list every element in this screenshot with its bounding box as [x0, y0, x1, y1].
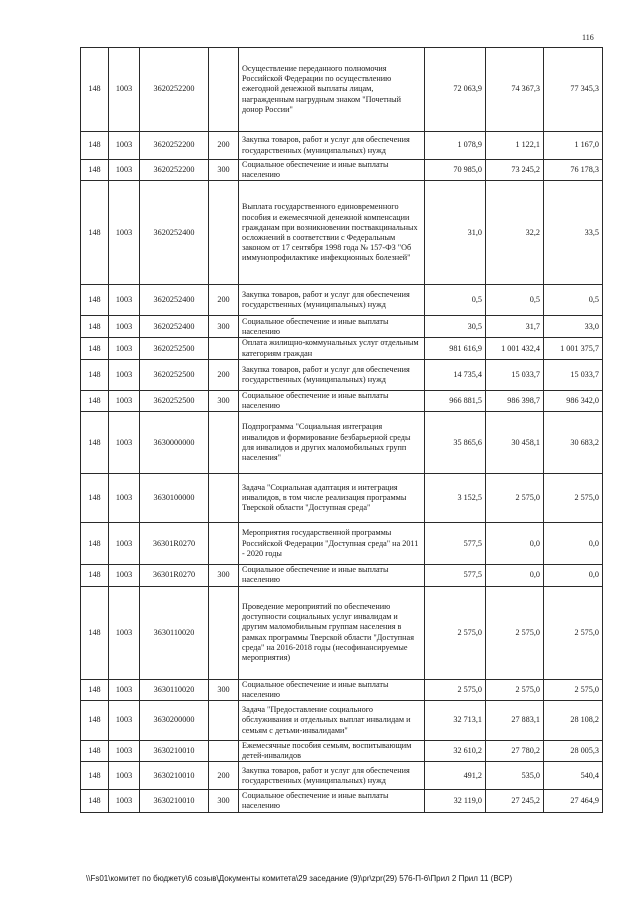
- amount-year1-cell: 577,5: [425, 565, 486, 586]
- section-code-cell: 1003: [109, 338, 140, 359]
- description-cell: Социальное обеспечение и иные выплаты населению: [239, 679, 425, 700]
- amount-year1-cell: 1 078,9: [425, 132, 486, 160]
- ved-code-cell: 148: [81, 48, 109, 132]
- section-code-cell: 1003: [109, 285, 140, 316]
- expense-type-cell: 300: [209, 390, 239, 411]
- ved-code-cell: 148: [81, 741, 109, 762]
- target-article-cell: 36301R0270: [140, 523, 209, 565]
- expense-type-cell: 200: [209, 359, 239, 390]
- amount-year3-cell: 2 575,0: [544, 474, 603, 523]
- expense-type-cell: 200: [209, 132, 239, 160]
- amount-year3-cell: 0,0: [544, 523, 603, 565]
- ved-code-cell: 148: [81, 586, 109, 679]
- target-article-cell: 3630210010: [140, 741, 209, 762]
- table-row: [81, 132, 603, 160]
- amount-year3-cell: 0,5: [544, 285, 603, 316]
- target-article-cell: 3620252400: [140, 181, 209, 285]
- expense-type-cell: [209, 338, 239, 359]
- amount-year1-cell: 72 063,9: [425, 48, 486, 132]
- section-code-cell: 1003: [109, 741, 140, 762]
- amount-year2-cell: 0,0: [486, 565, 544, 586]
- expense-type-cell: [209, 701, 239, 741]
- amount-year3-cell: 30 683,2: [544, 412, 603, 474]
- amount-year3-cell: 2 575,0: [544, 679, 603, 700]
- amount-year1-cell: 981 616,9: [425, 338, 486, 359]
- amount-year2-cell: 73 245,2: [486, 160, 544, 181]
- amount-year1-cell: 577,5: [425, 523, 486, 565]
- section-code-cell: 1003: [109, 523, 140, 565]
- amount-year3-cell: 33,0: [544, 316, 603, 338]
- amount-year1-cell: 491,2: [425, 762, 486, 790]
- table-row: [81, 160, 603, 181]
- amount-year1-cell: 0,5: [425, 285, 486, 316]
- amount-year1-cell: 2 575,0: [425, 679, 486, 700]
- table-row: [81, 316, 603, 338]
- ved-code-cell: 148: [81, 679, 109, 700]
- description-cell: Оплата жилищно-коммунальных услуг отдельным категориям граждан: [239, 338, 425, 359]
- expense-type-cell: 300: [209, 565, 239, 586]
- description-cell: Социальное обеспечение и иные выплаты населению: [239, 390, 425, 411]
- description-cell: Задача "Предоставление социального обслуживания и отдельных выплат инвалидам и семьям с детьми-инвалидами": [239, 701, 425, 741]
- table-row: [81, 586, 603, 679]
- table-row: [81, 762, 603, 790]
- amount-year3-cell: 1 001 375,7: [544, 338, 603, 359]
- description-cell: Ежемесячные пособия семьям, воспитывающим детей-инвалидов: [239, 741, 425, 762]
- amount-year2-cell: 32,2: [486, 181, 544, 285]
- target-article-cell: 3630100000: [140, 474, 209, 523]
- table-row: [81, 359, 603, 390]
- ved-code-cell: 148: [81, 285, 109, 316]
- description-cell: Социальное обеспечение и иные выплаты населению: [239, 160, 425, 181]
- target-article-cell: 3630000000: [140, 412, 209, 474]
- expense-type-cell: 200: [209, 762, 239, 790]
- target-article-cell: 3620252400: [140, 285, 209, 316]
- amount-year2-cell: 74 367,3: [486, 48, 544, 132]
- ved-code-cell: 148: [81, 359, 109, 390]
- description-cell: Социальное обеспечение и иные выплаты населению: [239, 565, 425, 586]
- expense-type-cell: 300: [209, 679, 239, 700]
- expense-type-cell: 200: [209, 285, 239, 316]
- amount-year2-cell: 535,0: [486, 762, 544, 790]
- amount-year2-cell: 2 575,0: [486, 679, 544, 700]
- target-article-cell: 3620252500: [140, 359, 209, 390]
- description-cell: Задача "Социальная адаптация и интеграция инвалидов, в том числе реализация программы Тверской области "Доступная среда": [239, 474, 425, 523]
- budget-table: [80, 47, 603, 813]
- amount-year1-cell: 2 575,0: [425, 586, 486, 679]
- target-article-cell: 3620252200: [140, 160, 209, 181]
- table-row: [81, 390, 603, 411]
- table-row: [81, 338, 603, 359]
- target-article-cell: 3630210010: [140, 762, 209, 790]
- section-code-cell: 1003: [109, 701, 140, 741]
- description-cell: Подпрограмма "Социальная интеграция инвалидов и формирование безбарьерной среды для инвалидов и других маломобильных групп населения": [239, 412, 425, 474]
- ved-code-cell: 148: [81, 338, 109, 359]
- description-cell: Закупка товаров, работ и услуг для обеспечения государственных (муниципальных) нужд: [239, 359, 425, 390]
- expense-type-cell: [209, 741, 239, 762]
- amount-year3-cell: 27 464,9: [544, 790, 603, 813]
- amount-year1-cell: 14 735,4: [425, 359, 486, 390]
- amount-year2-cell: 27 780,2: [486, 741, 544, 762]
- target-article-cell: 3630210010: [140, 790, 209, 813]
- amount-year1-cell: 30,5: [425, 316, 486, 338]
- description-cell: Социальное обеспечение и иные выплаты населению: [239, 316, 425, 338]
- section-code-cell: 1003: [109, 474, 140, 523]
- amount-year1-cell: 3 152,5: [425, 474, 486, 523]
- description-cell: Мероприятия государственной программы Российской Федерации "Доступная среда" на 2011 - 2020 годы: [239, 523, 425, 565]
- description-cell: Закупка товаров, работ и услуг для обеспечения государственных (муниципальных) нужд: [239, 762, 425, 790]
- amount-year3-cell: 986 342,0: [544, 390, 603, 411]
- expense-type-cell: 300: [209, 160, 239, 181]
- ved-code-cell: 148: [81, 160, 109, 181]
- section-code-cell: 1003: [109, 412, 140, 474]
- amount-year1-cell: 32 119,0: [425, 790, 486, 813]
- section-code-cell: 1003: [109, 790, 140, 813]
- target-article-cell: 3620252200: [140, 48, 209, 132]
- amount-year1-cell: 32 610,2: [425, 741, 486, 762]
- description-cell: Социальное обеспечение и иные выплаты населению: [239, 790, 425, 813]
- ved-code-cell: 148: [81, 132, 109, 160]
- expense-type-cell: 300: [209, 316, 239, 338]
- section-code-cell: 1003: [109, 316, 140, 338]
- amount-year1-cell: 966 881,5: [425, 390, 486, 411]
- table-row: [81, 181, 603, 285]
- section-code-cell: 1003: [109, 679, 140, 700]
- table-row: [81, 565, 603, 586]
- file-path-footer: \\Fs01\комитет по бюджету\6 созыв\Документы комитета\29 заседание (9)\pr\zpr(29) 576-П-6\Прил 2 Прил 11 (ВСР): [86, 874, 513, 883]
- expense-type-cell: [209, 586, 239, 679]
- amount-year2-cell: 2 575,0: [486, 474, 544, 523]
- amount-year1-cell: 31,0: [425, 181, 486, 285]
- ved-code-cell: 148: [81, 790, 109, 813]
- table-row: [81, 790, 603, 813]
- amount-year3-cell: 0,0: [544, 565, 603, 586]
- table-row: [81, 412, 603, 474]
- ved-code-cell: 148: [81, 474, 109, 523]
- description-cell: Закупка товаров, работ и услуг для обеспечения государственных (муниципальных) нужд: [239, 285, 425, 316]
- amount-year2-cell: 27 883,1: [486, 701, 544, 741]
- expense-type-cell: 300: [209, 790, 239, 813]
- amount-year3-cell: 540,4: [544, 762, 603, 790]
- amount-year2-cell: 31,7: [486, 316, 544, 338]
- expense-type-cell: [209, 181, 239, 285]
- expense-type-cell: [209, 48, 239, 132]
- table-row: [81, 741, 603, 762]
- amount-year3-cell: 28 005,3: [544, 741, 603, 762]
- amount-year1-cell: 35 865,6: [425, 412, 486, 474]
- amount-year3-cell: 76 178,3: [544, 160, 603, 181]
- target-article-cell: 3620252500: [140, 338, 209, 359]
- ved-code-cell: 148: [81, 390, 109, 411]
- amount-year3-cell: 2 575,0: [544, 586, 603, 679]
- amount-year2-cell: 1 122,1: [486, 132, 544, 160]
- table-row: [81, 679, 603, 700]
- description-cell: Осуществление переданного полномочия Российской Федерации по осуществлению ежегодной денежной выплаты лицам, награжденным нагрудным знаком "Почетный донор России": [239, 48, 425, 132]
- description-cell: Закупка товаров, работ и услуг для обеспечения государственных (муниципальных) нужд: [239, 132, 425, 160]
- ved-code-cell: 148: [81, 701, 109, 741]
- description-cell: Проведение мероприятий по обеспечению доступности социальных услуг инвалидам и другим маломобильным группам населения в рамках программы Тверской области "Доступная среда" на 2016-2018 годы (несофинансируемые мероприятия): [239, 586, 425, 679]
- amount-year2-cell: 15 033,7: [486, 359, 544, 390]
- amount-year3-cell: 33,5: [544, 181, 603, 285]
- expense-type-cell: [209, 474, 239, 523]
- ved-code-cell: 148: [81, 523, 109, 565]
- amount-year3-cell: 15 033,7: [544, 359, 603, 390]
- target-article-cell: 3620252400: [140, 316, 209, 338]
- target-article-cell: 3620252500: [140, 390, 209, 411]
- section-code-cell: 1003: [109, 48, 140, 132]
- section-code-cell: 1003: [109, 359, 140, 390]
- amount-year2-cell: 2 575,0: [486, 586, 544, 679]
- amount-year2-cell: 0,0: [486, 523, 544, 565]
- expense-type-cell: [209, 523, 239, 565]
- section-code-cell: 1003: [109, 762, 140, 790]
- amount-year2-cell: 986 398,7: [486, 390, 544, 411]
- section-code-cell: 1003: [109, 586, 140, 679]
- target-article-cell: 3630110020: [140, 679, 209, 700]
- table-row: [81, 701, 603, 741]
- ved-code-cell: 148: [81, 762, 109, 790]
- description-cell: Выплата государственного единовременного пособия и ежемесячной денежной компенсации гражданам при возникновении поствакцинальных осложнений в соответствии с Федеральным законом от 17 сентября 1998 года № 157-ФЗ "Об иммунопрофилактике инфекционных болезней": [239, 181, 425, 285]
- ved-code-cell: 148: [81, 181, 109, 285]
- ved-code-cell: 148: [81, 565, 109, 586]
- section-code-cell: 1003: [109, 132, 140, 160]
- ved-code-cell: 148: [81, 412, 109, 474]
- amount-year2-cell: 1 001 432,4: [486, 338, 544, 359]
- section-code-cell: 1003: [109, 390, 140, 411]
- table-row: [81, 523, 603, 565]
- target-article-cell: 3620252200: [140, 132, 209, 160]
- amount-year2-cell: 30 458,1: [486, 412, 544, 474]
- amount-year1-cell: 70 985,0: [425, 160, 486, 181]
- section-code-cell: 1003: [109, 160, 140, 181]
- target-article-cell: 3630200000: [140, 701, 209, 741]
- target-article-cell: 3630110020: [140, 586, 209, 679]
- ved-code-cell: 148: [81, 316, 109, 338]
- amount-year2-cell: 0,5: [486, 285, 544, 316]
- amount-year3-cell: 77 345,3: [544, 48, 603, 132]
- expense-type-cell: [209, 412, 239, 474]
- table-row: [81, 48, 603, 132]
- page-number: 116: [582, 33, 594, 42]
- table-row: [81, 285, 603, 316]
- amount-year2-cell: 27 245,2: [486, 790, 544, 813]
- target-article-cell: 36301R0270: [140, 565, 209, 586]
- section-code-cell: 1003: [109, 565, 140, 586]
- section-code-cell: 1003: [109, 181, 140, 285]
- amount-year3-cell: 1 167,0: [544, 132, 603, 160]
- table-row: [81, 474, 603, 523]
- amount-year1-cell: 32 713,1: [425, 701, 486, 741]
- amount-year3-cell: 28 108,2: [544, 701, 603, 741]
